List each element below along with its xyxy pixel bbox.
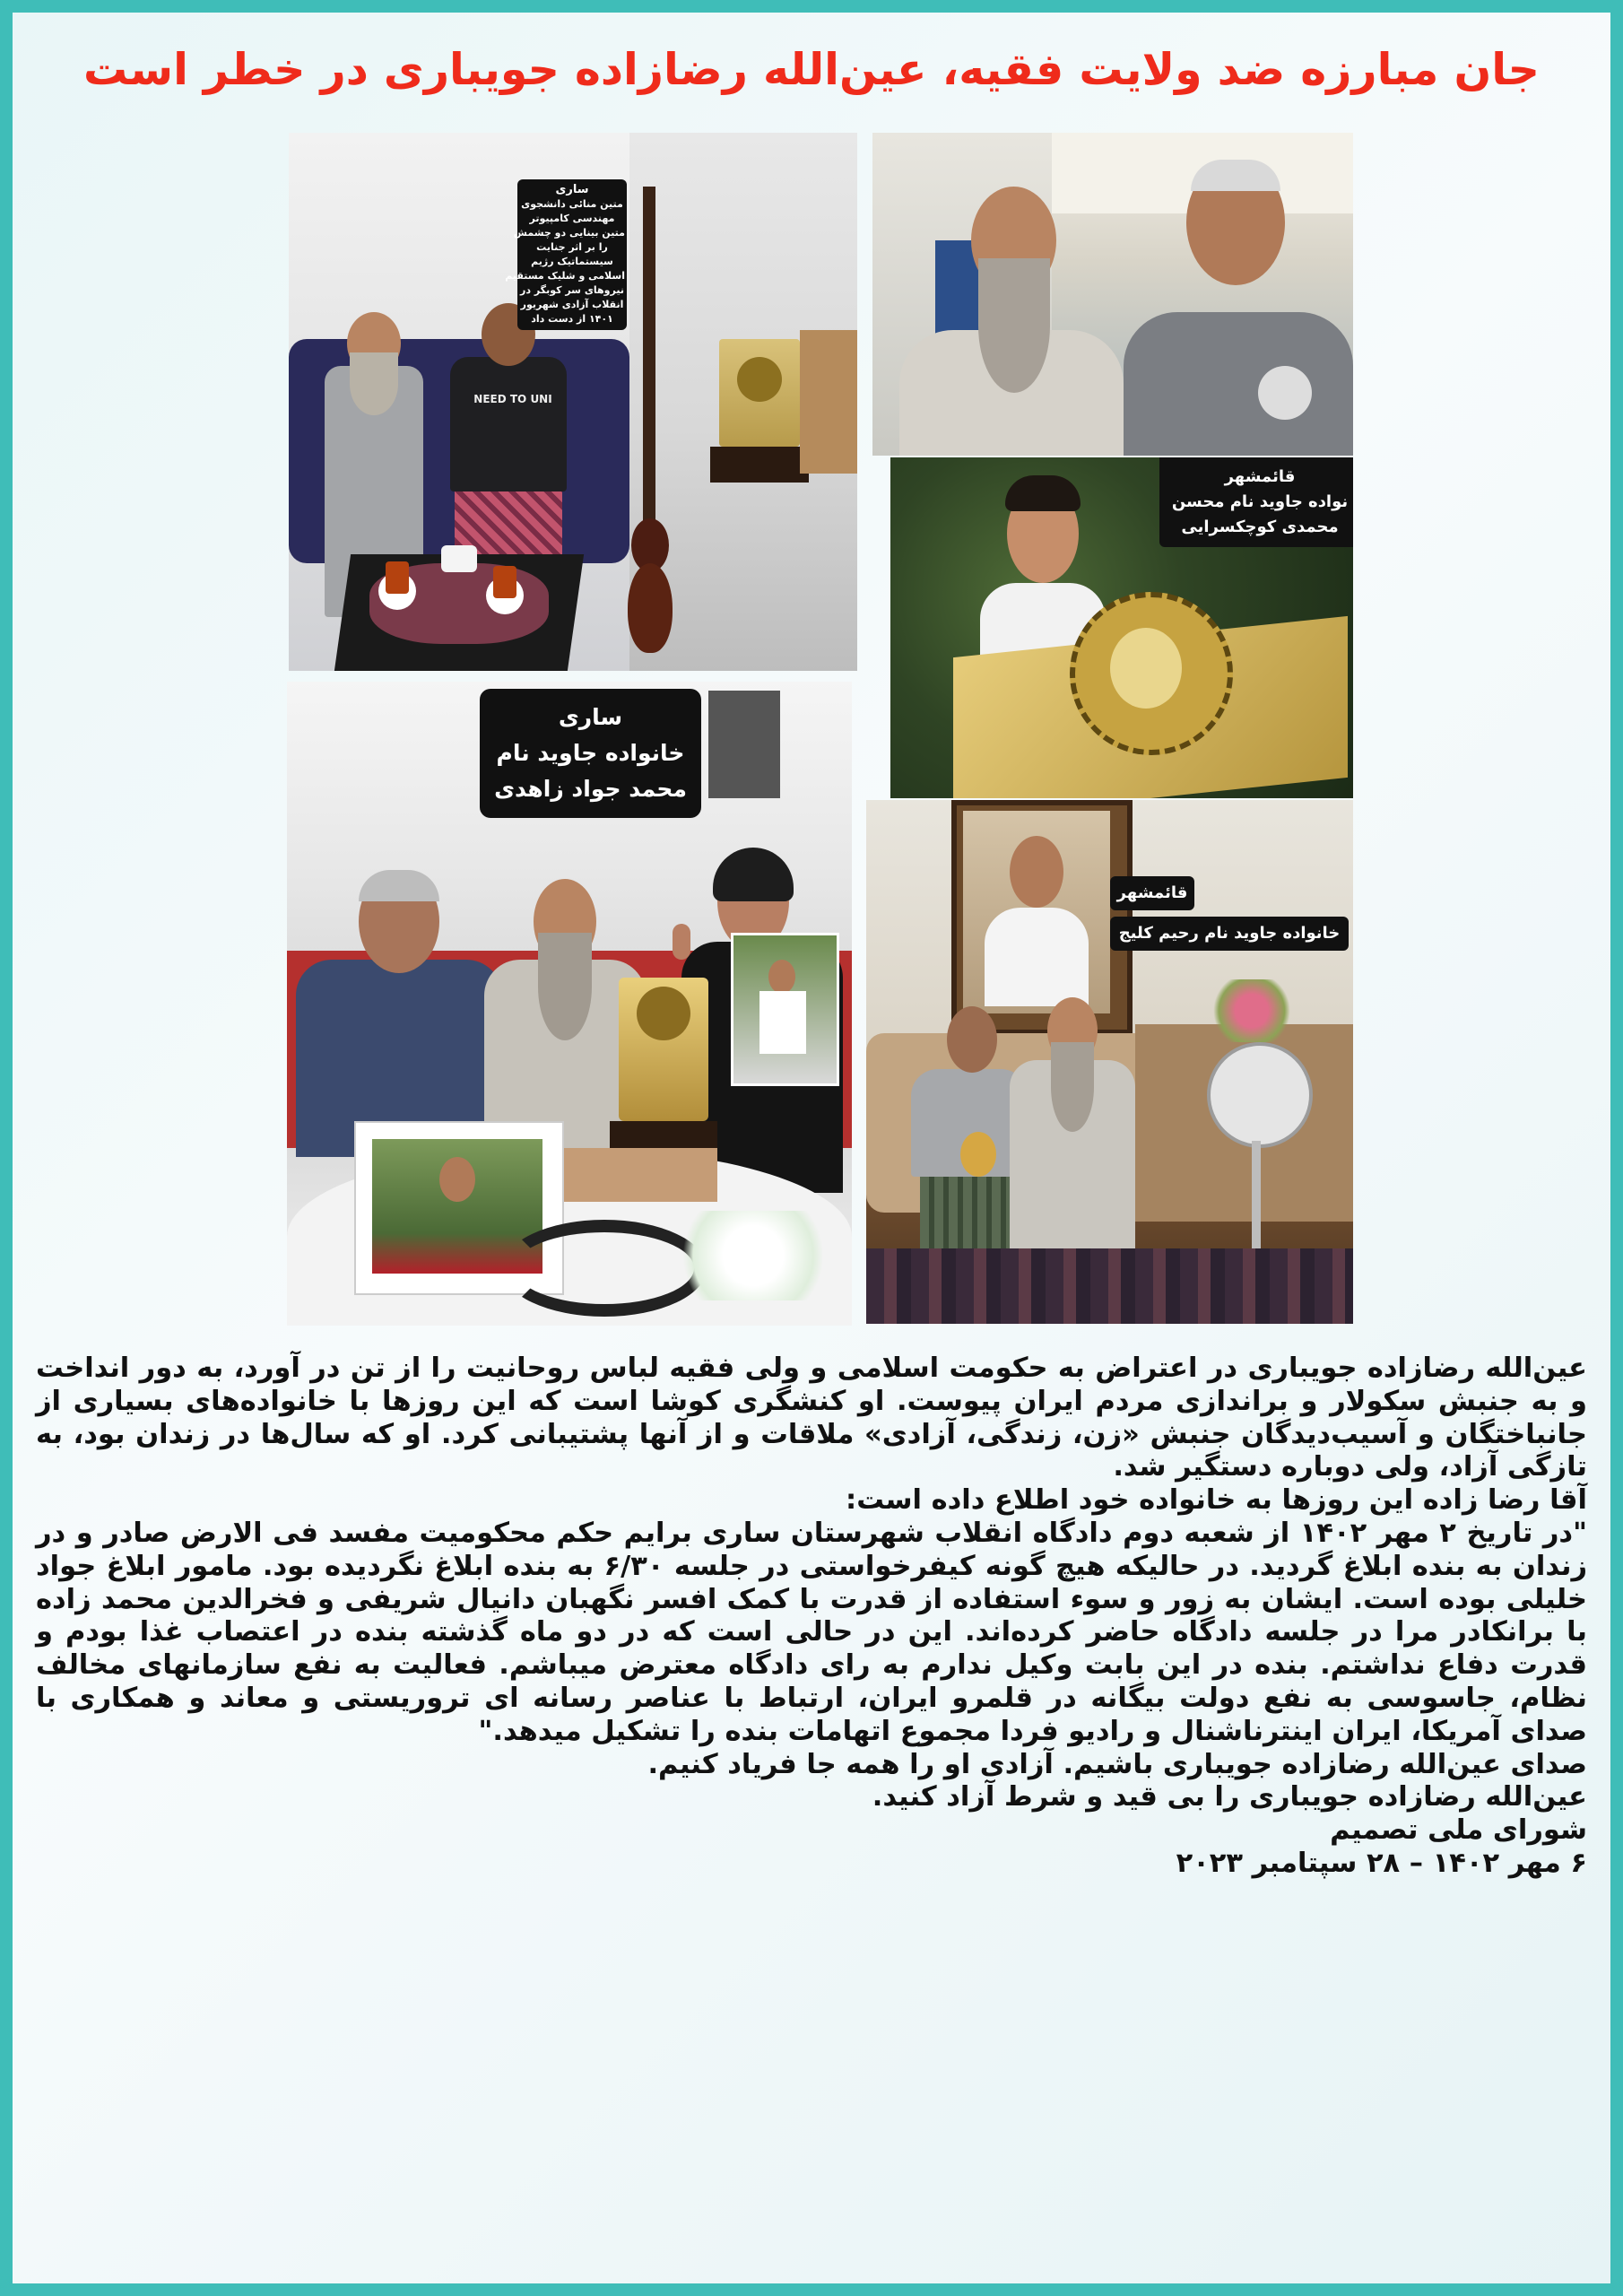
photo-ghaemshahr-mohsen — [890, 457, 1353, 798]
photo-sari-matin — [289, 133, 857, 671]
paragraph-call: صدای عین‌الله رضازاده جویباری باشیم. آزادی او را همه جا فریاد کنیم. — [647, 1748, 1587, 1780]
photo-sari-zahedi — [287, 682, 852, 1326]
paragraph-lead: آقا رضا زاده این روزها به خانواده خود اطلاع داده است: — [846, 1484, 1587, 1517]
photo-selfie — [872, 133, 1353, 456]
caption-ghaemshahr-rahim-sub: خانواده جاوید نام رحیم کلیج — [1110, 917, 1349, 951]
paragraph-intro: عین‌الله رضازاده جویباری در اعتراض به حکومت اسلامی و ولی فقیه لباس روحانیت را از تن در آورد، به دور انداخت و به جنبش سکولار و براندازی مردم ایران پیوست. او کنشگری کوشا است که این روزها با خانواده‌های بسیاری از جانباختگان و آسیب‌دیدگان جنبش «زن، زندگی، آزادی» ملاقات و از آنها پشتیبانی کرد. او که سال‌ها در زندان بود، به تازگی آزاد، ولی دوباره دستگیر شد. — [36, 1352, 1587, 1483]
article-body — [36, 1352, 1587, 1881]
caption-sari-matin: ساری متین منائی دانشجوی مهندسی کامپیوتر متین بینایی دو چشمش را بر اثر جنایت سیستماتیک رژیم اسلامی و شلیک مستقیم نیروهای سر کوبگر در انقلاب آزادی شهریور ۱۴۰۱ از دست داد — [517, 179, 627, 330]
signature-date: ۶ مهر ۱۴۰۲ – ۲۸ سپتامبر ۲۰۲۳ — [1176, 1847, 1587, 1879]
caption-ghaemshahr-mohsen: قائمشهر نواده جاوید نام محسن محمدی کوچکسرایی — [1159, 457, 1353, 547]
shirt-text: NEED TO UNI — [473, 393, 552, 405]
caption-sari-zahedi: ساری خانواده جاوید نام محمد جواد زاهدی — [480, 689, 701, 818]
man-sitting-right — [1010, 997, 1135, 1284]
tar-instrument — [643, 187, 655, 527]
headline: جان مبارزه ضد ولایت فقیه، عین‌الله رضازاده جویباری در خطر است — [83, 44, 1540, 95]
photo-ghaemshahr-rahim — [866, 800, 1353, 1324]
man-grey-tshirt — [1124, 160, 1353, 456]
man-long-beard — [899, 187, 1124, 456]
paragraph-demand: عین‌الله رضازاده جویباری را بی قید و شرط آزاد کنید. — [872, 1781, 1587, 1813]
signature-org: شورای ملی تصمیم — [1330, 1814, 1587, 1847]
standing-fan — [1207, 1042, 1313, 1148]
caption-ghaemshahr-rahim: قائمشهر — [1110, 876, 1194, 910]
paragraph-quote: "در تاریخ ۲ مهر ۱۴۰۲ از شعبه دوم دادگاه انقلاب شهرستان ساری برایم حکم محکومیت مفسد فی الارض صادر و در زندان به بنده ابلاغ گردید. در حالیکه هیچ گونه کیفرخواستی در جلسه ۶/۳۰ به بنده ابلاغ نگردیده بود. مامور ابلاغ جواد خلیلی بوده است. ایشان به زور و سوء استفاده از قدرت با کمک افسر نگهبان دانیال شریفی و فخرالدین محمد زاده با برانکادر مرا در جلسه دادگاه حاضر کرده‌اند. این در حالی است که در دو ماه گذشته بنده در اعتصاب غذا بودم و قدرت دفاع نداشتم. بنده در این بابت وکیل ندارم به رای دادگاه معترض میباشم. فعالیت به نفع سازمانهای مخالف نظام، جاسوسی به نفع دولت بیگانه در قلمرو ایران، ارتباط با عناصر رسانه ای تروریستی و معاند و همکاری با صدای آمریکا، ایران اینترناشنال و رادیو فردا مجموع اتهامات بنده را تشکیل میدهد." — [36, 1517, 1587, 1747]
